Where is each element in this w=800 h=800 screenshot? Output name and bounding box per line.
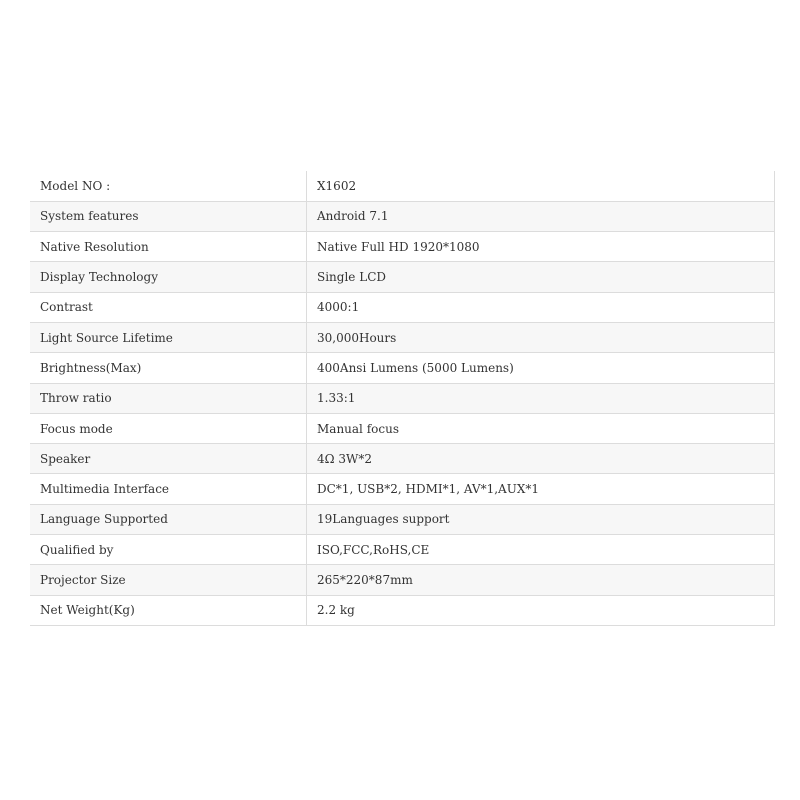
table-row: [30, 504, 775, 534]
spec-value: Native Full HD 1920*1080: [307, 232, 775, 262]
spec-label: Contrast: [30, 292, 307, 322]
spec-label: Language Supported: [30, 504, 307, 534]
spec-label: Projector Size: [30, 565, 307, 595]
spec-label: Model NO :: [30, 171, 307, 201]
spec-label: Qualified by: [30, 535, 307, 565]
spec-label: Net Weight(Kg): [30, 595, 307, 625]
table-row: [30, 565, 775, 595]
table-row: [30, 535, 775, 565]
table-row: [30, 474, 775, 504]
table-row: [30, 171, 775, 201]
table-row: [30, 232, 775, 262]
table-row: [30, 322, 775, 352]
spec-label: Speaker: [30, 444, 307, 474]
spec-label: Focus mode: [30, 413, 307, 443]
spec-label: Throw ratio: [30, 383, 307, 413]
table-row: [30, 292, 775, 322]
spec-value: 2.2 kg: [307, 595, 775, 625]
spec-label: Multimedia Interface: [30, 474, 307, 504]
spec-value: 4000:1: [307, 292, 775, 322]
spec-value: X1602: [307, 171, 775, 201]
spec-value: 4Ω 3W*2: [307, 444, 775, 474]
spec-value: 265*220*87mm: [307, 565, 775, 595]
table-row: [30, 201, 775, 231]
spec-value: Manual focus: [307, 413, 775, 443]
spec-value: DC*1, USB*2, HDMI*1, AV*1,AUX*1: [307, 474, 775, 504]
spec-label: Native Resolution: [30, 232, 307, 262]
spec-value: 1.33:1: [307, 383, 775, 413]
spec-value: 30,000Hours: [307, 322, 775, 352]
table-row: [30, 383, 775, 413]
table-row: [30, 353, 775, 383]
table-row: [30, 595, 775, 625]
spec-value: 400Ansi Lumens (5000 Lumens): [307, 353, 775, 383]
table-row: [30, 262, 775, 292]
spec-value: Android 7.1: [307, 201, 775, 231]
spec-label: Light Source Lifetime: [30, 322, 307, 352]
spec-table: [30, 171, 775, 626]
spec-label: Display Technology: [30, 262, 307, 292]
table-row: [30, 413, 775, 443]
spec-label: Brightness(Max): [30, 353, 307, 383]
spec-value: Single LCD: [307, 262, 775, 292]
spec-value: ISO,FCC,RoHS,CE: [307, 535, 775, 565]
spec-value: 19Languages support: [307, 504, 775, 534]
table-row: [30, 444, 775, 474]
spec-label: System features: [30, 201, 307, 231]
